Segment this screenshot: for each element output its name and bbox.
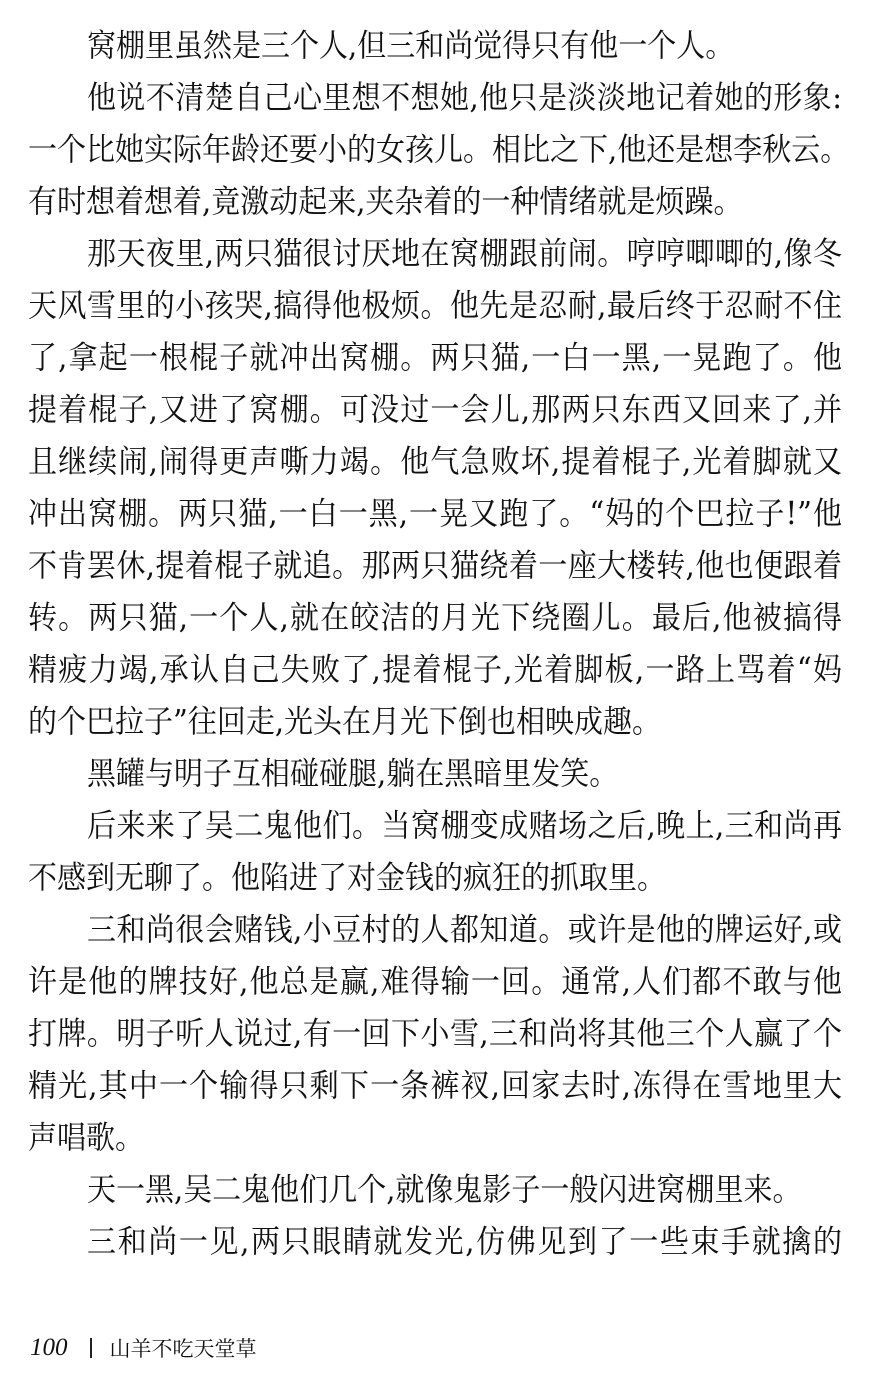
text-line: 不感到无聊了。他陷进了对金钱的疯狂的抓取里。 [28,858,667,896]
text-line: 不肯罢休,提着棍子就追。那两只猫绕着一座大楼转,他也便跟着 [28,546,842,584]
text-line: 许是他的牌技好,他总是赢,难得输一回。通常,人们都不敢与他 [28,962,842,1000]
footer-divider [90,1338,92,1358]
text-line: 精光,其中一个输得只剩下一条裤衩,回家去时,冻得在雪地里大 [28,1066,842,1104]
text-line: 的个巴拉子”往回走,光头在月光下倒也相映成趣。 [28,702,662,740]
text-line: 冲出窝棚。两只猫,一白一黑,一晃又跑了。“妈的个巴拉子!”他 [28,494,842,532]
text-line: 转。两只猫,一个人,就在皎洁的月光下绕圈儿。最后,他被搞得 [28,598,842,636]
text-line: 打牌。明子听人说过,有一回下小雪,三和尚将其他三个人赢了个 [28,1014,842,1052]
page-footer [30,1333,257,1363]
book-title: 山羊不吃天堂草 [109,1337,257,1361]
text-line: 有时想着想着,竟激动起来,夹杂着的一种情绪就是烦躁。 [28,182,743,220]
text-line: 后来来了吴二鬼他们。当窝棚变成赌场之后,晚上,三和尚再 [87,806,842,844]
body-text [28,19,850,1267]
text-line: 了,拿起一根棍子就冲出窝棚。两只猫,一白一黑,一晃跑了。他 [28,338,842,376]
text-line: 窝棚里虽然是三个人,但三和尚觉得只有他一个人。 [87,26,735,64]
page-number: 100 [30,1334,68,1361]
text-line: 声唱歌。 [28,1118,145,1156]
text-line: 那天夜里,两只猫很讨厌地在窝棚跟前闹。哼哼唧唧的,像冬 [87,234,842,272]
text-line: 黑罐与明子互相碰碰腿,躺在黑暗里发笑。 [87,754,619,792]
text-line: 一个比她实际年龄还要小的女孩儿。相比之下,他还是想李秋云。 [28,130,850,168]
text-line: 精疲力竭,承认自己失败了,提着棍子,光着脚板,一路上骂着“妈 [28,650,842,688]
text-line: 提着棍子,又进了窝棚。可没过一会儿,那两只东西又回来了,并 [28,390,842,428]
text-line: 天一黑,吴二鬼他们几个,就像鬼影子一般闪进窝棚里来。 [87,1170,802,1208]
text-line: 三和尚一见,两只眼睛就发光,仿佛见到了一些束手就擒的 [87,1222,842,1260]
text-line: 他说不清楚自己心里想不想她,他只是淡淡地记着她的形象: [87,78,842,116]
text-line: 天风雪里的小孩哭,搞得他极烦。他先是忍耐,最后终于忍耐不住 [28,286,842,324]
text-line: 三和尚很会赌钱,小豆村的人都知道。或许是他的牌运好,或 [87,910,842,948]
text-line: 且继续闹,闹得更声嘶力竭。他气急败坏,提着棍子,光着脚就又 [28,442,842,480]
